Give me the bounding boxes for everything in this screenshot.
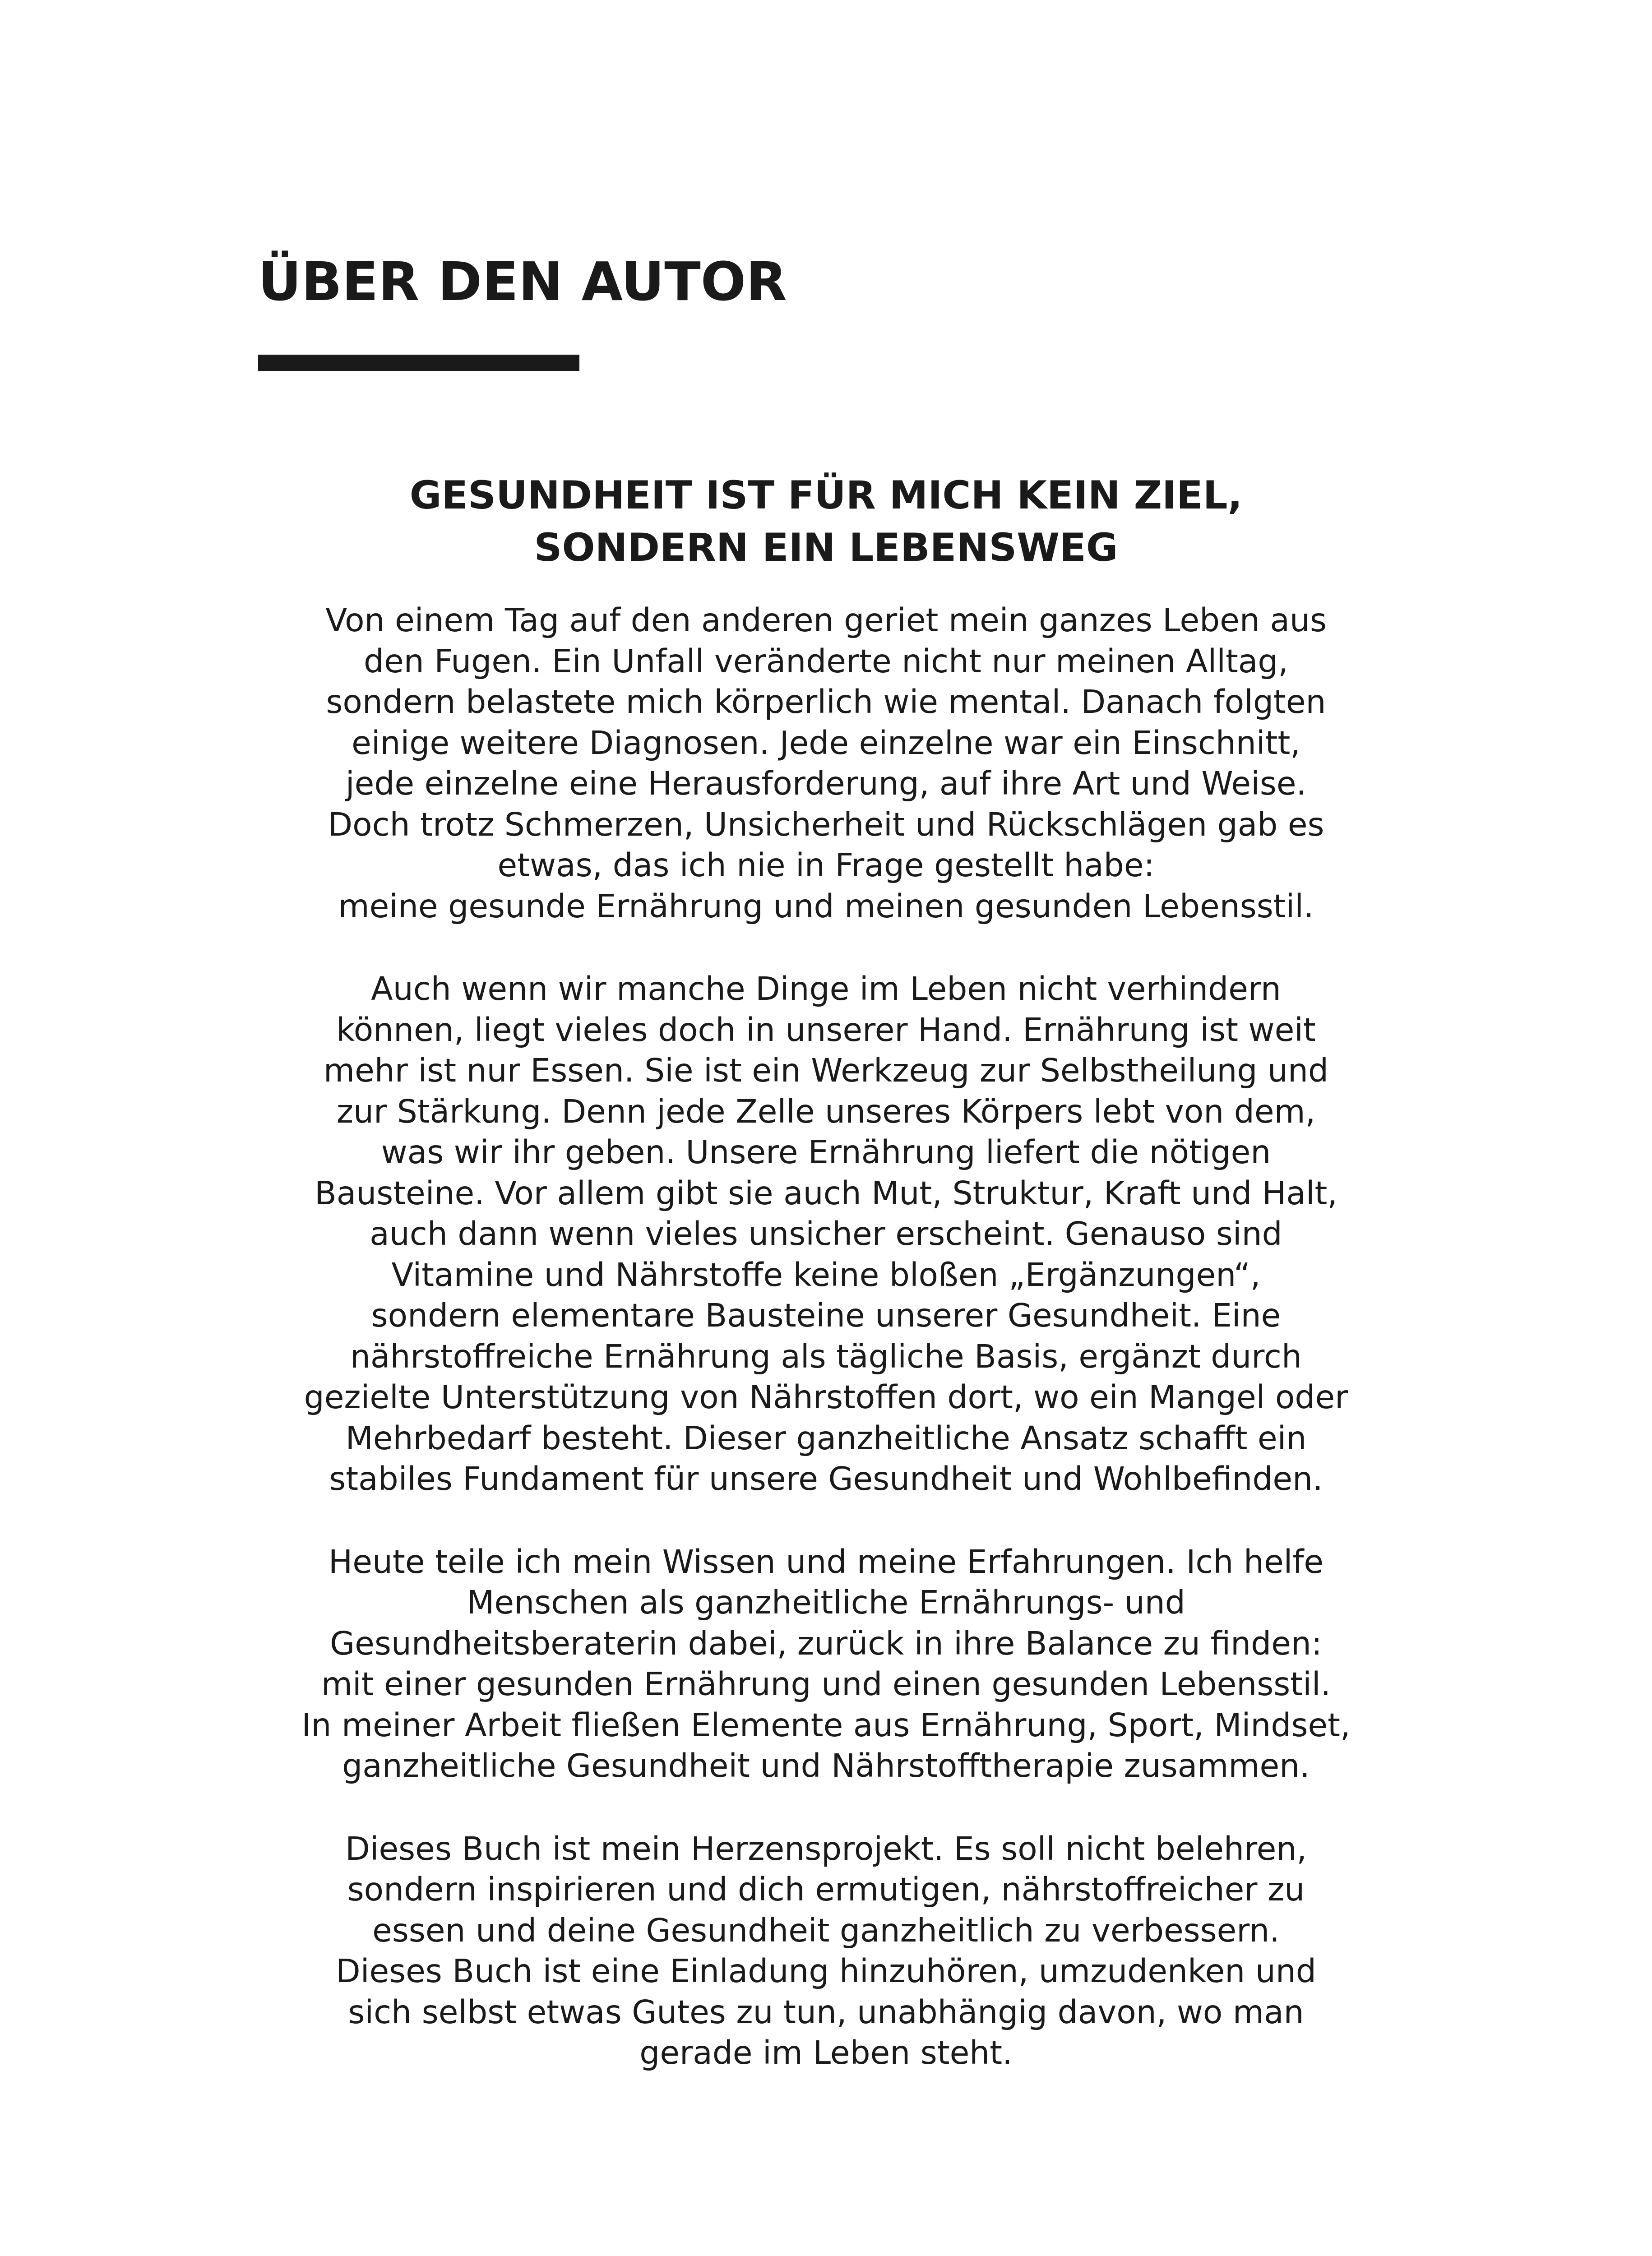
text-line: mit einer gesunden Ernährung und einen gesunden Lebensstil. bbox=[321, 1665, 1331, 1703]
paragraph-2 bbox=[0, 969, 1652, 1500]
text-line: einige weitere Diagnosen. Jede einzelne war ein Einschnitt, bbox=[352, 724, 1300, 762]
text-line: nährstoffreiche Ernährung als tägliche Basis, ergänzt durch bbox=[350, 1337, 1302, 1375]
text-line: mehr ist nur Essen. Sie ist ein Werkzeug zur Selbstheilung und bbox=[323, 1052, 1329, 1089]
text-line: Heute teile ich mein Wissen und meine Erfahrungen. Ich helfe bbox=[328, 1543, 1324, 1581]
subtitle-line: GESUNDHEIT IST FÜR MICH KEIN ZIEL, bbox=[409, 473, 1243, 518]
text-line: jede einzelne eine Herausforderung, auf ihre Art und Weise. bbox=[345, 765, 1307, 802]
text-line: Bausteine. Vor allem gibt sie auch Mut, Struktur, Kraft und Halt, bbox=[315, 1174, 1337, 1212]
text-line: ganzheitliche Gesundheit und Nährstofftherapie zusammen. bbox=[342, 1747, 1310, 1784]
text-line: sich selbst etwas Gutes zu tun, unabhängig davon, wo man bbox=[348, 1993, 1304, 2031]
text-line: können, liegt vieles doch in unserer Hand. Ernährung ist weit bbox=[336, 1011, 1316, 1049]
text-line: sondern inspirieren und dich ermutigen, nährstoffreicher zu bbox=[347, 1871, 1305, 1908]
body-text bbox=[0, 600, 1652, 2116]
text-line: den Fugen. Ein Unfall veränderte nicht nur meinen Alltag, bbox=[364, 642, 1288, 680]
text-line: Gesundheitsberaterin dabei, zurück in ihre Balance zu finden: bbox=[330, 1624, 1322, 1662]
text-line: stabiles Fundament für unsere Gesundheit und Wohlbefinden. bbox=[329, 1460, 1323, 1498]
text-line: essen und deine Gesundheit ganzheitlich zu verbessern. bbox=[372, 1911, 1280, 1949]
text-line: etwas, das ich nie in Frage gestellt habe: bbox=[497, 846, 1155, 884]
paragraph-1 bbox=[0, 600, 1652, 927]
text-line: Dieses Buch ist eine Einladung hinzuhören, umzudenken und bbox=[336, 1952, 1316, 1990]
text-line: meine gesunde Ernährung und meinen gesunden Lebensstil. bbox=[338, 887, 1314, 925]
text-line: Mehrbedarf besteht. Dieser ganzheitliche Ansatz schafft ein bbox=[345, 1419, 1307, 1457]
text-line: Auch wenn wir manche Dinge im Leben nicht verhindern bbox=[371, 970, 1281, 1008]
text-line: Doch trotz Schmerzen, Unsicherheit und Rückschlägen gab es bbox=[328, 805, 1324, 843]
text-line: zur Stärkung. Denn jede Zelle unseres Körpers lebt von dem, bbox=[336, 1092, 1316, 1130]
text-line: sondern belastete mich körperlich wie mental. Danach folgten bbox=[326, 683, 1326, 721]
text-line: gerade im Leben steht. bbox=[639, 2034, 1013, 2071]
text-line: Dieses Buch ist mein Herzensprojekt. Es soll nicht belehren, bbox=[345, 1830, 1307, 1868]
subtitle-line: SONDERN EIN LEBENSWEG bbox=[534, 525, 1118, 570]
paragraph-3 bbox=[0, 1542, 1652, 1787]
text-line: Menschen als ganzheitliche Ernährungs- und bbox=[467, 1584, 1185, 1621]
page-title: ÜBER DEN AUTOR bbox=[258, 250, 787, 313]
text-line: Von einem Tag auf den anderen geriet mein ganzes Leben aus bbox=[325, 601, 1327, 639]
text-line: Vitamine und Nährstoffe keine bloßen „Ergänzungen“, bbox=[391, 1256, 1261, 1294]
text-line: In meiner Arbeit fließen Elemente aus Ernährung, Sport, Mindset, bbox=[301, 1706, 1351, 1744]
text-line: was wir ihr geben. Unsere Ernährung liefert die nötigen bbox=[381, 1133, 1271, 1171]
section-subtitle bbox=[0, 469, 1652, 574]
text-line: auch dann wenn vieles unsicher erscheint. Genauso sind bbox=[370, 1215, 1282, 1253]
text-line: sondern elementare Bausteine unserer Gesundheit. Eine bbox=[371, 1297, 1281, 1334]
title-underline-bar bbox=[258, 355, 579, 371]
paragraph-4 bbox=[0, 1829, 1652, 2074]
text-line: gezielte Unterstützung von Nährstoffen dort, wo ein Mangel oder bbox=[304, 1378, 1348, 1416]
